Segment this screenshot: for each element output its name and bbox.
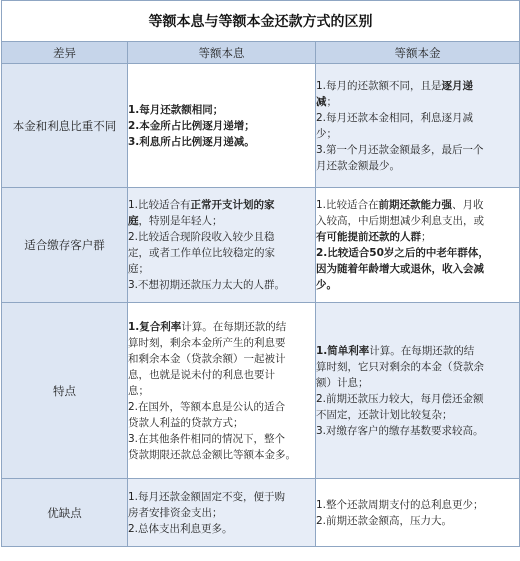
- text: 2.总体支出利息更多。: [128, 522, 233, 535]
- text-line: [128, 335, 315, 351]
- cell-equal-principal: [316, 64, 520, 188]
- text: 算时刻，它只对剩余的本金（贷款余: [316, 360, 484, 373]
- text-line: [128, 245, 315, 261]
- row-label: 特点: [2, 303, 128, 479]
- bold-text: 有可能提前还款的人群: [316, 231, 421, 243]
- bold-text: 1.每月还款额相同；: [128, 103, 224, 116]
- header-equal-installment: 等额本息: [128, 42, 316, 64]
- text-line: [128, 261, 315, 277]
- table-row: [2, 303, 520, 479]
- bold-text: 2.本金所占比例逐月递增；: [128, 119, 255, 132]
- text-line: [316, 126, 519, 142]
- text-line: [128, 367, 315, 383]
- text-line: [128, 431, 315, 447]
- text-line: [128, 197, 315, 213]
- text-line: [316, 229, 519, 245]
- bold-text: 简单利率: [327, 344, 370, 357]
- text: 计算。在每期还款的结: [369, 344, 475, 357]
- text-line: [128, 229, 315, 245]
- bold-text: 逐月递: [441, 79, 474, 92]
- text: 2.比较适合现阶段收入较少且稳: [128, 231, 275, 243]
- text-line: [316, 94, 519, 110]
- text-line: [128, 134, 315, 150]
- cell-equal-principal: [316, 303, 520, 479]
- text: 2.每月还款本金相同，利息逐月减: [316, 111, 474, 124]
- text-line: [128, 351, 315, 367]
- text: 2.前期还款压力较大，每月偿还金额: [316, 392, 484, 405]
- text-line: [316, 245, 519, 261]
- text: 额）计息；: [316, 376, 369, 389]
- text-line: [316, 391, 519, 407]
- text: 2.前期还款金额高，压力大。: [316, 514, 453, 527]
- text: 3.在其他条件相同的情况下，整个: [128, 432, 286, 445]
- bold-text: 前期还款能力强: [378, 199, 453, 211]
- text: 和剩余本金（贷款余额）一起被计: [128, 352, 286, 365]
- table-row: [2, 479, 520, 547]
- text: 1.比较适合在: [316, 199, 379, 211]
- text: 月还款金额最少。: [316, 159, 400, 172]
- row-label: 适合缴存客户群: [2, 188, 128, 303]
- text: 息；: [128, 384, 149, 397]
- text: 算时刻，剩余本金所产生的利息要: [128, 336, 286, 349]
- bold-text: 少。: [316, 279, 337, 291]
- text: 贷款期限还款总金额比等额本金多。: [128, 448, 296, 461]
- text: 少；: [316, 127, 337, 140]
- text-line: [316, 197, 519, 213]
- text: 、月收: [452, 199, 484, 211]
- table-title: 等额本息与等额本金还款方式的区别: [2, 1, 520, 42]
- text-line: [128, 118, 315, 134]
- bold-text: 1.: [128, 320, 140, 333]
- text-line: [128, 319, 315, 335]
- bold-text: 庭: [128, 215, 139, 227]
- cell-equal-installment: [128, 479, 316, 547]
- text-line: [316, 261, 519, 277]
- text: 1.整个还款周期支付的总利息更少；: [316, 498, 484, 511]
- text: 3.第一个月还款金额最多，最后一个: [316, 143, 484, 156]
- cell-equal-principal: [316, 188, 520, 303]
- bold-text: 正常开支计划的家: [190, 199, 275, 211]
- text-line: [316, 158, 519, 174]
- text-line: [128, 489, 315, 505]
- text-line: [128, 505, 315, 521]
- text-line: [316, 78, 519, 94]
- text: 定，或者工作单位比较稳定的家: [128, 247, 275, 259]
- text: 3.对缴存客户的缴存基数要求较高。: [316, 424, 484, 437]
- bold-text: 3.利息所占比例逐月递减。: [128, 135, 255, 148]
- text-line: [316, 513, 519, 529]
- text-line: [128, 447, 315, 463]
- header-difference: 差异: [2, 42, 128, 64]
- bold-text: 1.: [316, 344, 328, 357]
- text-line: [128, 277, 315, 293]
- text-line: [316, 423, 519, 439]
- cell-equal-principal: [316, 479, 520, 547]
- title-row: [2, 1, 520, 42]
- text: 贷款人利益的贷款方式；: [128, 416, 244, 429]
- text: 2.在国外，等额本息是公认的适合: [128, 400, 286, 413]
- text: 庭；: [128, 263, 149, 275]
- cell-equal-installment: [128, 64, 316, 188]
- text-line: [316, 343, 519, 359]
- text: 房者安排资金支出；: [128, 506, 223, 519]
- text: 1.每月还款金额固定不变，便于购: [128, 490, 286, 503]
- comparison-table: [1, 0, 520, 547]
- bold-text: 因为随着年龄增大或退休，收入会减: [316, 263, 484, 275]
- text-line: [316, 213, 519, 229]
- text-line: [128, 521, 315, 537]
- text: 不固定，还款计划比较复杂；: [316, 408, 453, 421]
- text-line: [316, 277, 519, 293]
- bold-text: 2.比较适合50岁之后的中老年群体，: [316, 247, 489, 259]
- text-line: [316, 497, 519, 513]
- text: 计算。在每期还款的结: [181, 320, 287, 333]
- text-line: [128, 213, 315, 229]
- text-line: [316, 359, 519, 375]
- text: ；: [326, 95, 337, 108]
- text-line: [128, 102, 315, 118]
- text-line: [316, 142, 519, 158]
- text: 入较高，中后期想减少利息支出，或: [316, 215, 484, 227]
- text: 1.每月的还款额不同，且是: [316, 79, 442, 92]
- text: 3.不想初期还款压力太大的人群。: [128, 279, 286, 291]
- bold-text: 减: [316, 95, 327, 108]
- text: ，特别是年轻人；: [138, 215, 223, 227]
- table-row: [2, 188, 520, 303]
- text: 息，也就是说未付的利息也要计: [128, 368, 275, 381]
- text: ；: [421, 231, 432, 243]
- cell-equal-installment: [128, 188, 316, 303]
- bold-text: 复合利率: [139, 320, 182, 333]
- header-row: [2, 42, 520, 64]
- header-equal-principal: 等额本金: [316, 42, 520, 64]
- row-label: 本金和利息比重不同: [2, 64, 128, 188]
- cell-equal-installment: [128, 303, 316, 479]
- text-line: [316, 375, 519, 391]
- text: 1.比较适合有: [128, 199, 191, 211]
- row-label: 优缺点: [2, 479, 128, 547]
- text-line: [128, 383, 315, 399]
- table-row: [2, 64, 520, 188]
- text-line: [316, 110, 519, 126]
- text-line: [128, 399, 315, 415]
- text-line: [128, 415, 315, 431]
- text-line: [316, 407, 519, 423]
